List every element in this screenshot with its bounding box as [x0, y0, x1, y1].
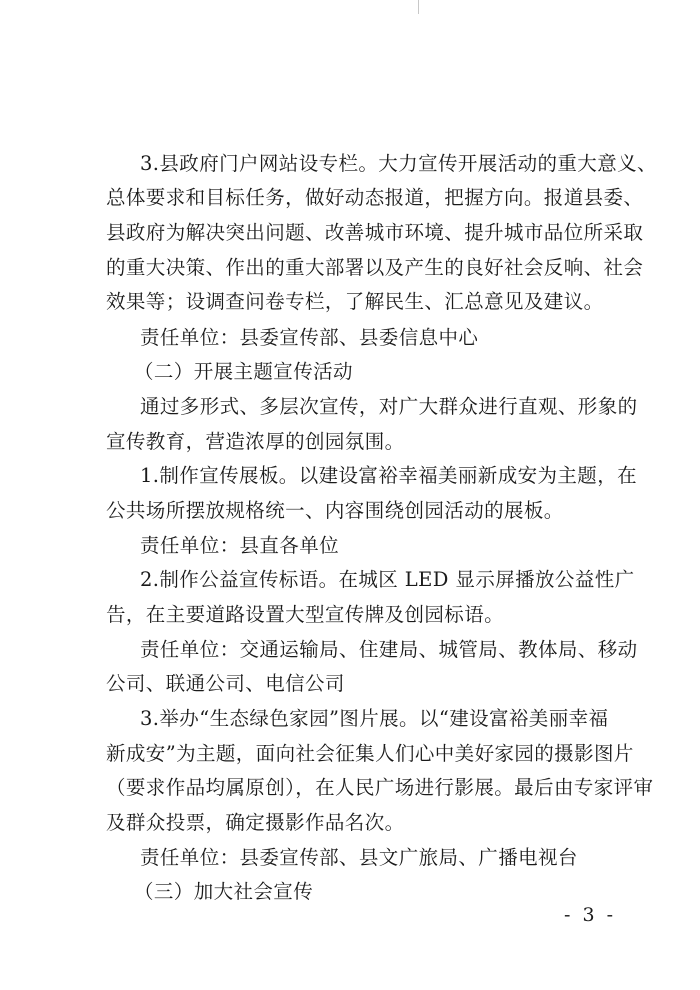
paragraph-line: 效果等；设调查问卷专栏，了解民生、汇总意见及建议。 [106, 290, 604, 313]
paragraph-line: 告，在主要道路设置大型宣传牌及创园标语。 [106, 603, 505, 626]
paragraph-line: 的重大决策、作出的重大部署以及产生的良好社会反响、社会 [106, 256, 644, 279]
paragraph-line: 公司、联通公司、电信公司 [106, 672, 345, 695]
paragraph-line: （要求作品均属原创），在人民广场进行影展。最后由专家评审 [106, 776, 654, 799]
paragraph-line: 宣传教育，营造浓厚的创园氛围。 [106, 430, 405, 453]
responsible-unit-line: 责任单位：县委宣传部、县委信息中心 [140, 326, 479, 349]
paragraph-line: 通过多形式、多层次宣传，对广大群众进行直观、形象的 [140, 395, 638, 418]
page-number: - 3 - [564, 904, 617, 926]
paragraph-line: 新成安”为主题，面向社会征集人们心中美好家园的摄影图片 [106, 742, 634, 765]
paragraph-line: 公共场所摆放规格统一、内容围绕创园活动的展板。 [106, 499, 564, 522]
paragraph-line: 县政府为解决突出问题、改善城市环境、提升城市品位所采取 [106, 221, 644, 244]
paragraph-line: 及群众投票，确定摄影作品名次。 [106, 811, 405, 834]
paragraph-line: 总体要求和目标任务，做好动态报道，把握方向。报道县委、 [106, 186, 644, 209]
paragraph-line: 1.制作宣传展板。以建设富裕幸福美丽新成安为主题，在 [140, 464, 638, 487]
paragraph-line: 3.举办“生态绿色家园”图片展。以“建设富裕美丽幸福 [140, 707, 609, 730]
paragraph-line: 3.县政府门户网站设专栏。大力宣传开展活动的重大意义、 [140, 152, 657, 175]
paragraph-line: 2.制作公益宣传标语。在城区 LED 显示屏播放公益性广 [140, 568, 635, 591]
section-heading: （三）加大社会宣传 [134, 880, 314, 903]
responsible-unit-line: 责任单位：交通运输局、住建局、城管局、教体局、移动 [140, 638, 638, 661]
section-heading: （二）开展主题宣传活动 [134, 360, 353, 383]
responsible-unit-line: 责任单位：县直各单位 [140, 534, 340, 557]
responsible-unit-line: 责任单位：县委宣传部、县文广旅局、广播电视台 [140, 846, 578, 869]
